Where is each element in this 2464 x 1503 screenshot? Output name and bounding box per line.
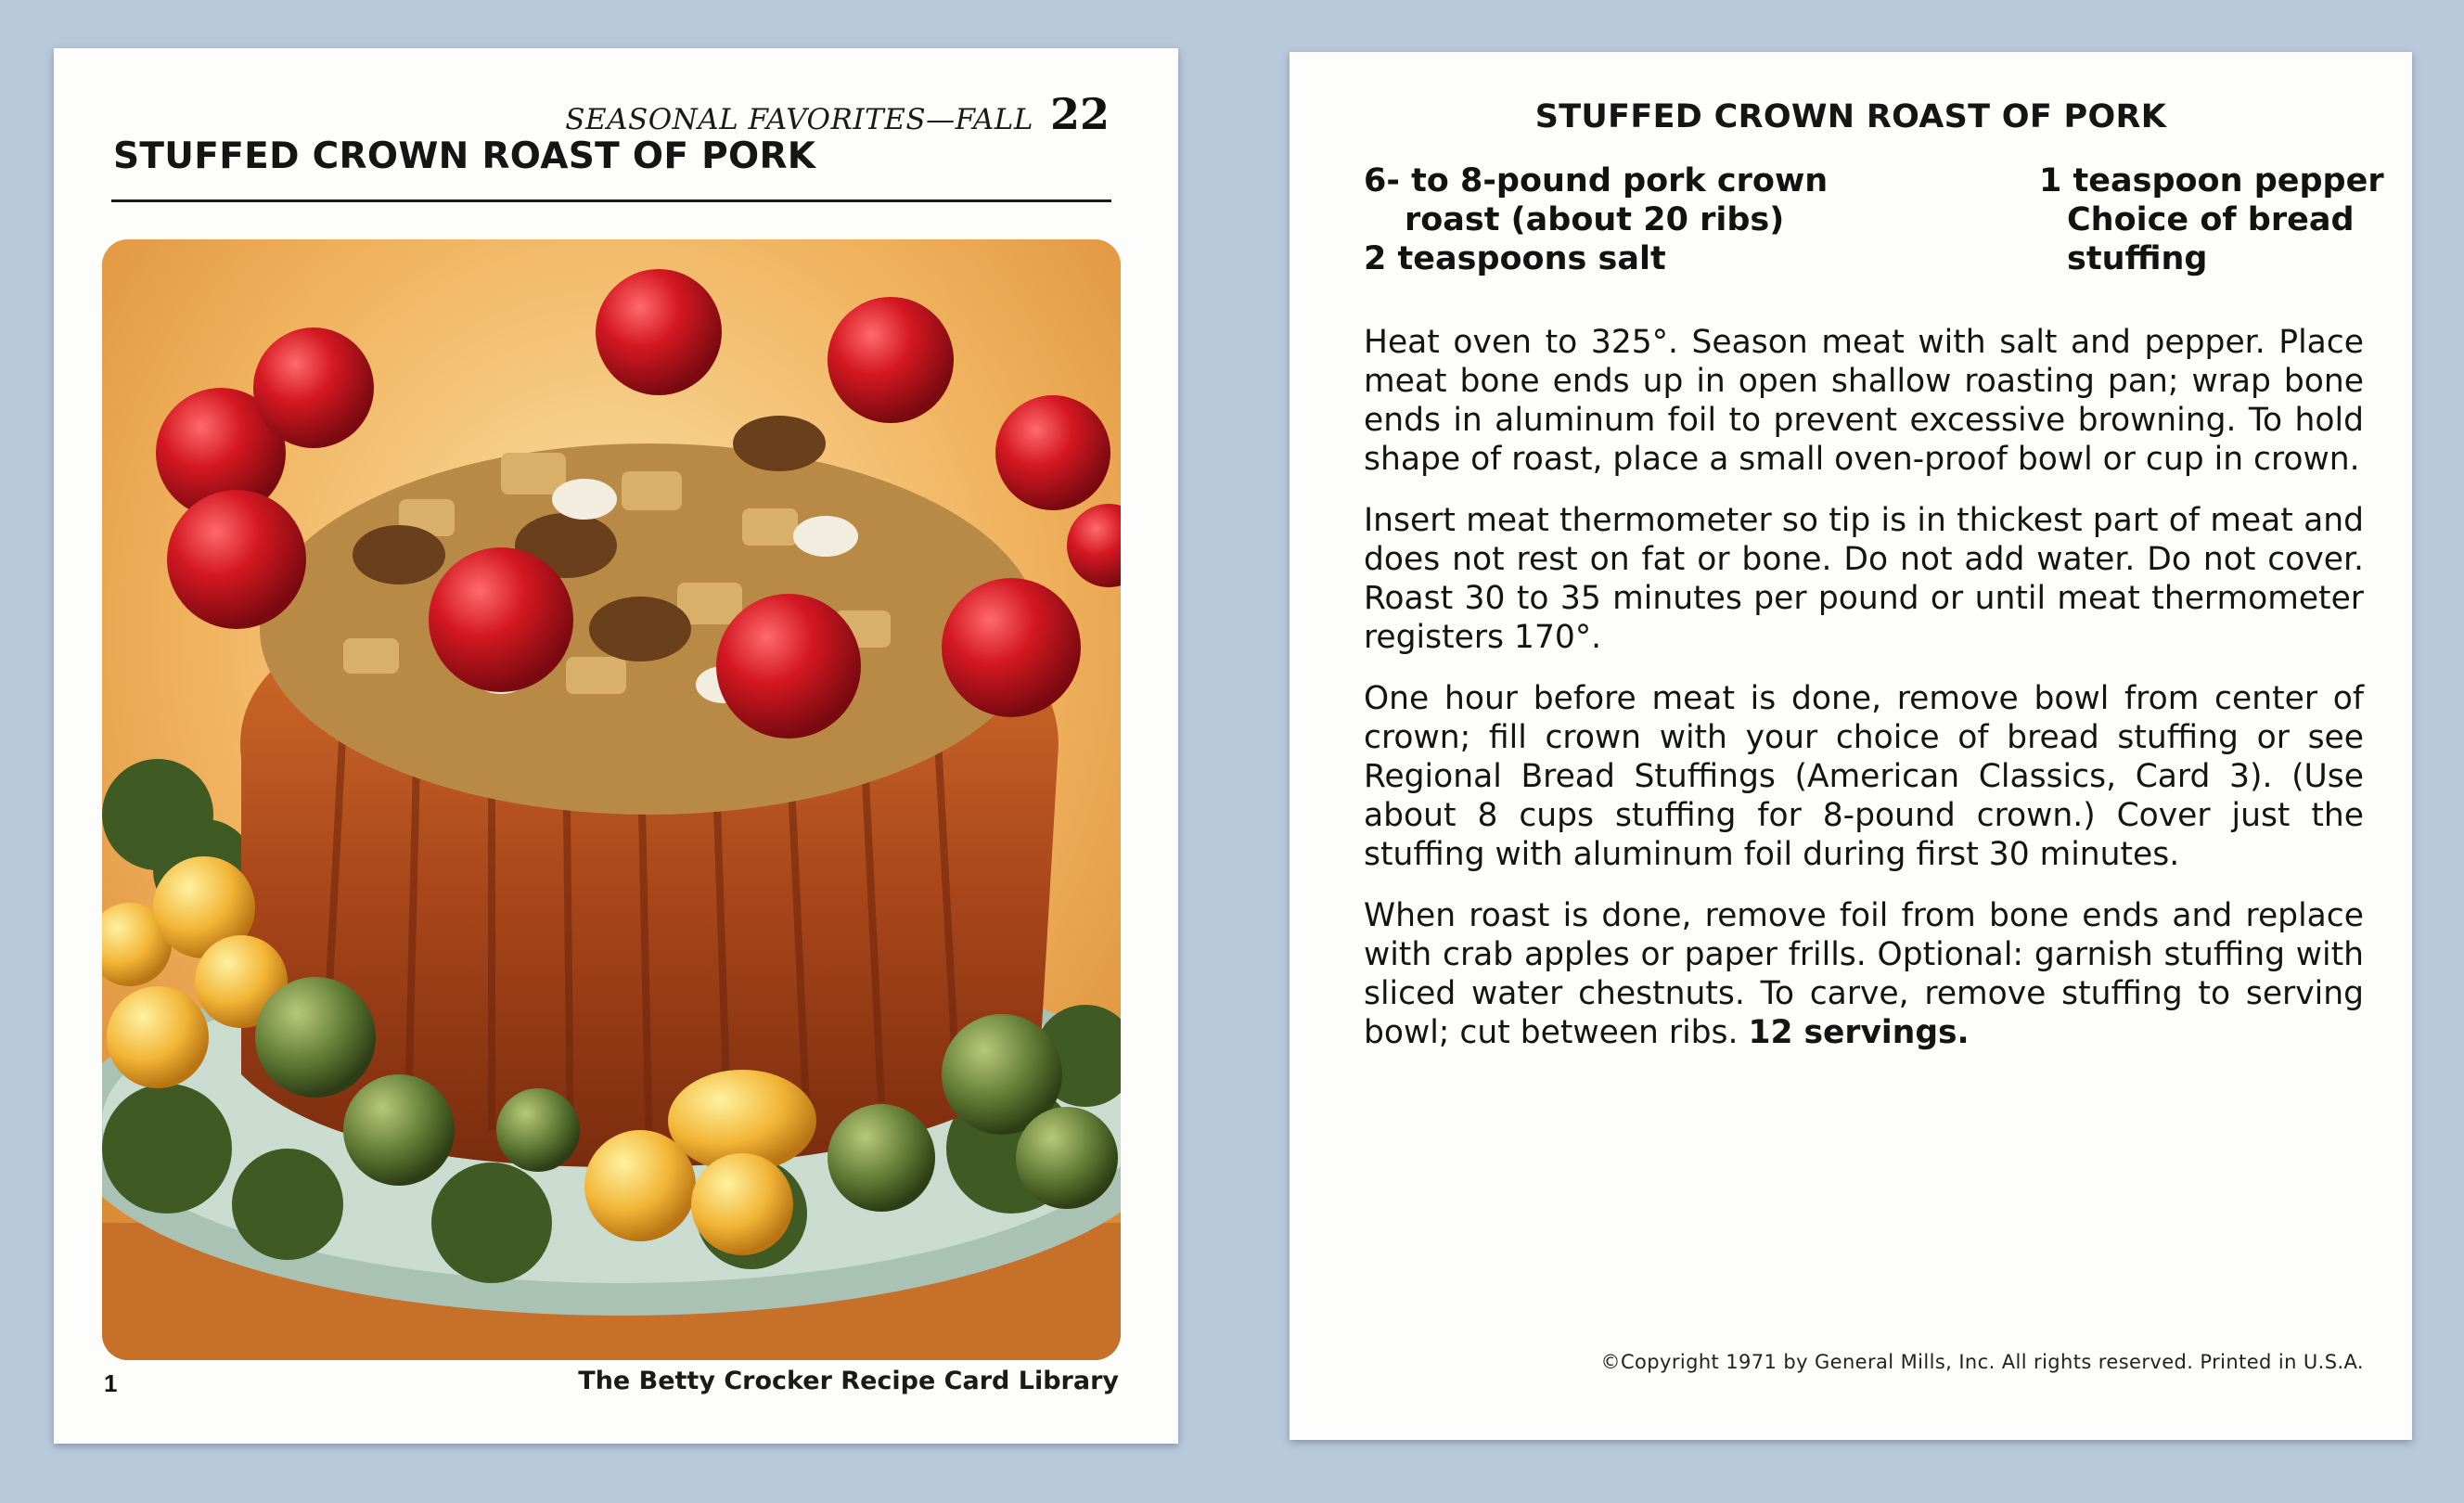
direction-step: Insert meat thermometer so tip is in thickest part of meat and does not rest on fat or bone. Do not add water. Do not cover. Roast 30 to 35 minutes per pound or until meat thermometer registers 170°. <box>1364 502 2364 656</box>
ingredient-line: roast (about 20 ribs) <box>1405 201 1785 238</box>
servings-count: 12 servings. <box>1748 1014 1970 1051</box>
ingredient-line: Choice of bread <box>2067 201 2355 238</box>
ingredient-line: 2 teaspoons salt <box>1364 240 1666 277</box>
ingredient-line: 1 teaspoon pepper <box>2039 162 2384 199</box>
recipe-directions <box>1364 323 2364 1074</box>
series-header <box>565 89 1110 139</box>
direction-step-final <box>1364 896 2364 1052</box>
recipe-card-front <box>54 48 1178 1444</box>
ingredients-right-column <box>2039 161 2392 278</box>
title-divider <box>111 199 1111 202</box>
ingredients-left-column <box>1364 161 1846 278</box>
recipe-card-back <box>1290 52 2412 1440</box>
back-title: STUFFED CROWN ROAST OF PORK <box>1534 98 2167 135</box>
front-title: STUFFED CROWN ROAST OF PORK <box>113 135 816 177</box>
copyright-notice: ©Copyright 1971 by General Mills, Inc. All rights reserved. Printed in U.S.A. <box>1600 1351 2364 1373</box>
series-label: SEASONAL FAVORITES—FALL <box>565 103 1033 136</box>
final-step-text: When roast is done, remove foil from bone ends and replace with crab apples or paper frills. Optional: garnish stuffing with sliced water chestnuts. To carve, remove stuffing to serving bowl; cut between ribs. <box>1364 897 2364 1051</box>
footer-page-number: 1 <box>104 1369 118 1397</box>
direction-step: One hour before meat is done, remove bowl from center of crown; fill crown with your choice of bread stuffing or see Regional Bread Stuffings (American Classics, Card 3). (Use about 8 cups stuffing for 8-pound crown.) Cover just the stuffing with aluminum foil during first 30 minutes. <box>1364 680 2364 873</box>
footer-library-name: The Betty Crocker Recipe Card Library <box>578 1367 1119 1395</box>
ingredient-line: 6- to 8-pound pork crown <box>1364 162 1829 199</box>
ingredient-line: stuffing <box>2067 240 2208 277</box>
crown-roast-photo <box>102 239 1121 1360</box>
card-number: 22 <box>1049 89 1110 139</box>
direction-step: Heat oven to 325°. Season meat with salt and pepper. Place meat bone ends up in open shallow roasting pan; wrap bone ends in aluminum foil to prevent excessive browning. To hold shape of roast, place a small oven-proof bowl or cup in crown. <box>1364 324 2364 478</box>
